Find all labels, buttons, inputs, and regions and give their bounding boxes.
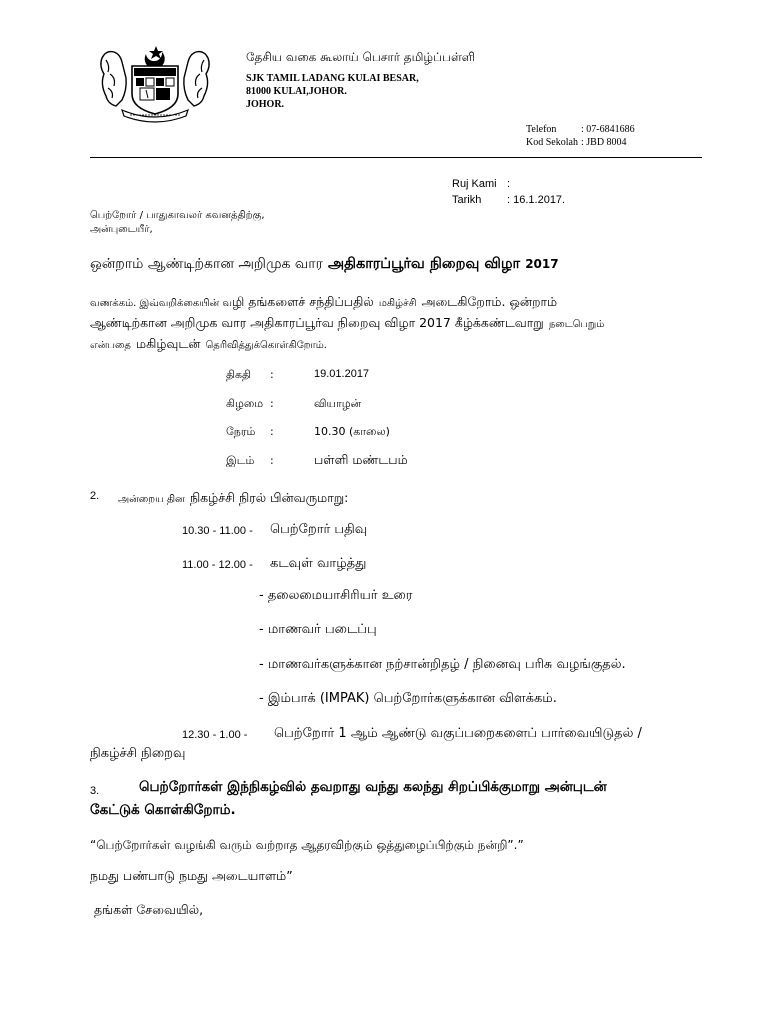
telefon-value: : 07-6841686 — [581, 124, 635, 135]
intro-line-3c: தெரிவித்துக்கொள்கிறோம். — [205, 340, 327, 351]
school-state: JOHOR. — [246, 99, 285, 110]
section-2-intro-b: நிகழ்ச்சி நிரல் பின்வருமாறு: — [189, 490, 349, 505]
schedule-item-4: - மாணவர் படைப்பு — [259, 622, 377, 637]
event-place-colon: : — [270, 454, 274, 467]
schedule-time-1: 10.30 - 11.00 - — [182, 525, 253, 537]
section-2-intro-a: அன்றைய தின — [118, 494, 185, 505]
section-3-number: 3. — [90, 785, 100, 797]
section-3-line-2: கேட்டுக் கொள்கிறோம். — [90, 802, 236, 818]
school-name-tamil: தேசிய வகை கூலாய் பெசார் தமிழ்ப்பள்ளி — [246, 50, 476, 64]
kod-sekolah-value: : JBD 8004 — [581, 137, 627, 148]
tarikh-label: Tarikh — [452, 194, 482, 206]
event-day-value: வியாழன் — [314, 397, 362, 410]
schedule-item-2: கடவுள் வாழ்த்து — [270, 556, 367, 571]
event-time-colon: : — [270, 425, 274, 438]
schedule-time-7: 12.30 - 1.00 - — [182, 729, 248, 741]
intro-line-3b: மகிழ்வுடன் — [136, 336, 201, 351]
schedule-item-1: பெற்றோர் பதிவு — [270, 522, 368, 537]
section-2-number: 2. — [90, 490, 100, 502]
ruj-kami-separator: : — [507, 178, 511, 190]
schedule-item-7: பெற்றோர் 1 ஆம் ஆண்டு வகுப்பறைகளைப் பார்வையிடுதல் / — [274, 726, 642, 741]
event-day-label: கிழமை — [226, 397, 264, 410]
section-3-line-1: பெற்றோர்கள் இந்நிகழ்வில் தவறாது வந்து கலந்து சிறப்பிக்குமாறு அன்புடன் — [139, 779, 607, 795]
event-date-label: திகதி — [226, 368, 252, 381]
header-divider — [90, 157, 702, 158]
school-postcode-city: 81000 KULAI,JOHOR. — [246, 86, 347, 97]
school-name: SJK TAMIL LADANG KULAI BESAR, — [246, 73, 419, 84]
telefon-label: Telefon — [526, 124, 557, 135]
intro-line-3 — [90, 333, 327, 353]
section-2-intro — [118, 487, 348, 507]
school-crest-logo — [96, 44, 214, 124]
event-date-value: 19.01.2017 — [314, 368, 370, 380]
recipient-line-2: அன்புடையீர், — [90, 224, 153, 235]
intro-line-1d: அடைகிறோம். ஒன்றாம் — [421, 294, 558, 309]
schedule-time-2: 11.00 - 12.00 - — [182, 559, 253, 571]
event-time-value: 10.30 (காலை) — [314, 425, 390, 438]
closing-service: தங்கள் சேவையில், — [94, 902, 204, 917]
intro-line-1 — [90, 291, 557, 311]
tarikh-value: : 16.1.2017. — [507, 194, 566, 206]
title-year: 2017 — [525, 257, 559, 271]
recipient-line-1: பெற்றோர் / பாதுகாவலர் கவனத்திற்கு, — [90, 210, 265, 221]
event-date-colon: : — [270, 368, 274, 381]
intro-line-2 — [90, 312, 604, 332]
event-day-colon: : — [270, 397, 274, 410]
event-place-label: இடம் — [226, 454, 255, 467]
schedule-item-6: - இம்பாக் (IMPAK) பெற்றோர்களுக்கான விளக்கம். — [259, 691, 557, 706]
schedule-item-5: - மாணவர்களுக்கான நற்சான்றிதழ் / நினைவு பரிசு வழங்குதல். — [259, 657, 626, 672]
intro-line-3a: என்பதை — [90, 340, 131, 351]
schedule-item-3: - தலைமையாசிரியர் உரை — [259, 588, 413, 603]
ruj-kami-label: Ruj Kami — [452, 178, 497, 190]
kod-sekolah-label: Kod Sekolah — [526, 137, 578, 148]
closing-motto: நமது பண்பாடு நமது அடையாளம்” — [90, 868, 293, 883]
intro-line-1b: ழி தங்களைச் சந்திப்பதில் — [231, 294, 374, 309]
closing-thanks: “பெற்றோர்கள் வழங்கி வரும் வற்றாத ஆதரவிற்கும் ஒத்துழைப்பிற்கும் நன்றி”.” — [90, 838, 524, 852]
intro-line-1c: மகிழ்ச்சி — [378, 298, 417, 309]
intro-line-2a: ஆண்டிற்கான அறிமுக வார அதிகாரப்பூர்வ நிறைவு விழா 2017 கீழ்க்கண்டவாறு — [90, 315, 544, 330]
intro-line-2b: நடைபெறும் — [548, 319, 605, 330]
title-part-1: ஒன்றாம் ஆண்டிற்கான அறிமுக வார — [90, 256, 323, 272]
title-part-2: அதிகாரப்பூர்வ நிறைவு விழா — [327, 256, 521, 272]
event-time-label: நேரம் — [226, 425, 256, 438]
letter-title — [90, 253, 559, 274]
schedule-end: நிகழ்ச்சி நிறைவு — [90, 746, 186, 761]
intro-line-1a: வணக்கம். இவ்வறிக்கையின் வ — [90, 298, 232, 309]
event-place-value: பள்ளி மண்டபம் — [314, 452, 408, 467]
